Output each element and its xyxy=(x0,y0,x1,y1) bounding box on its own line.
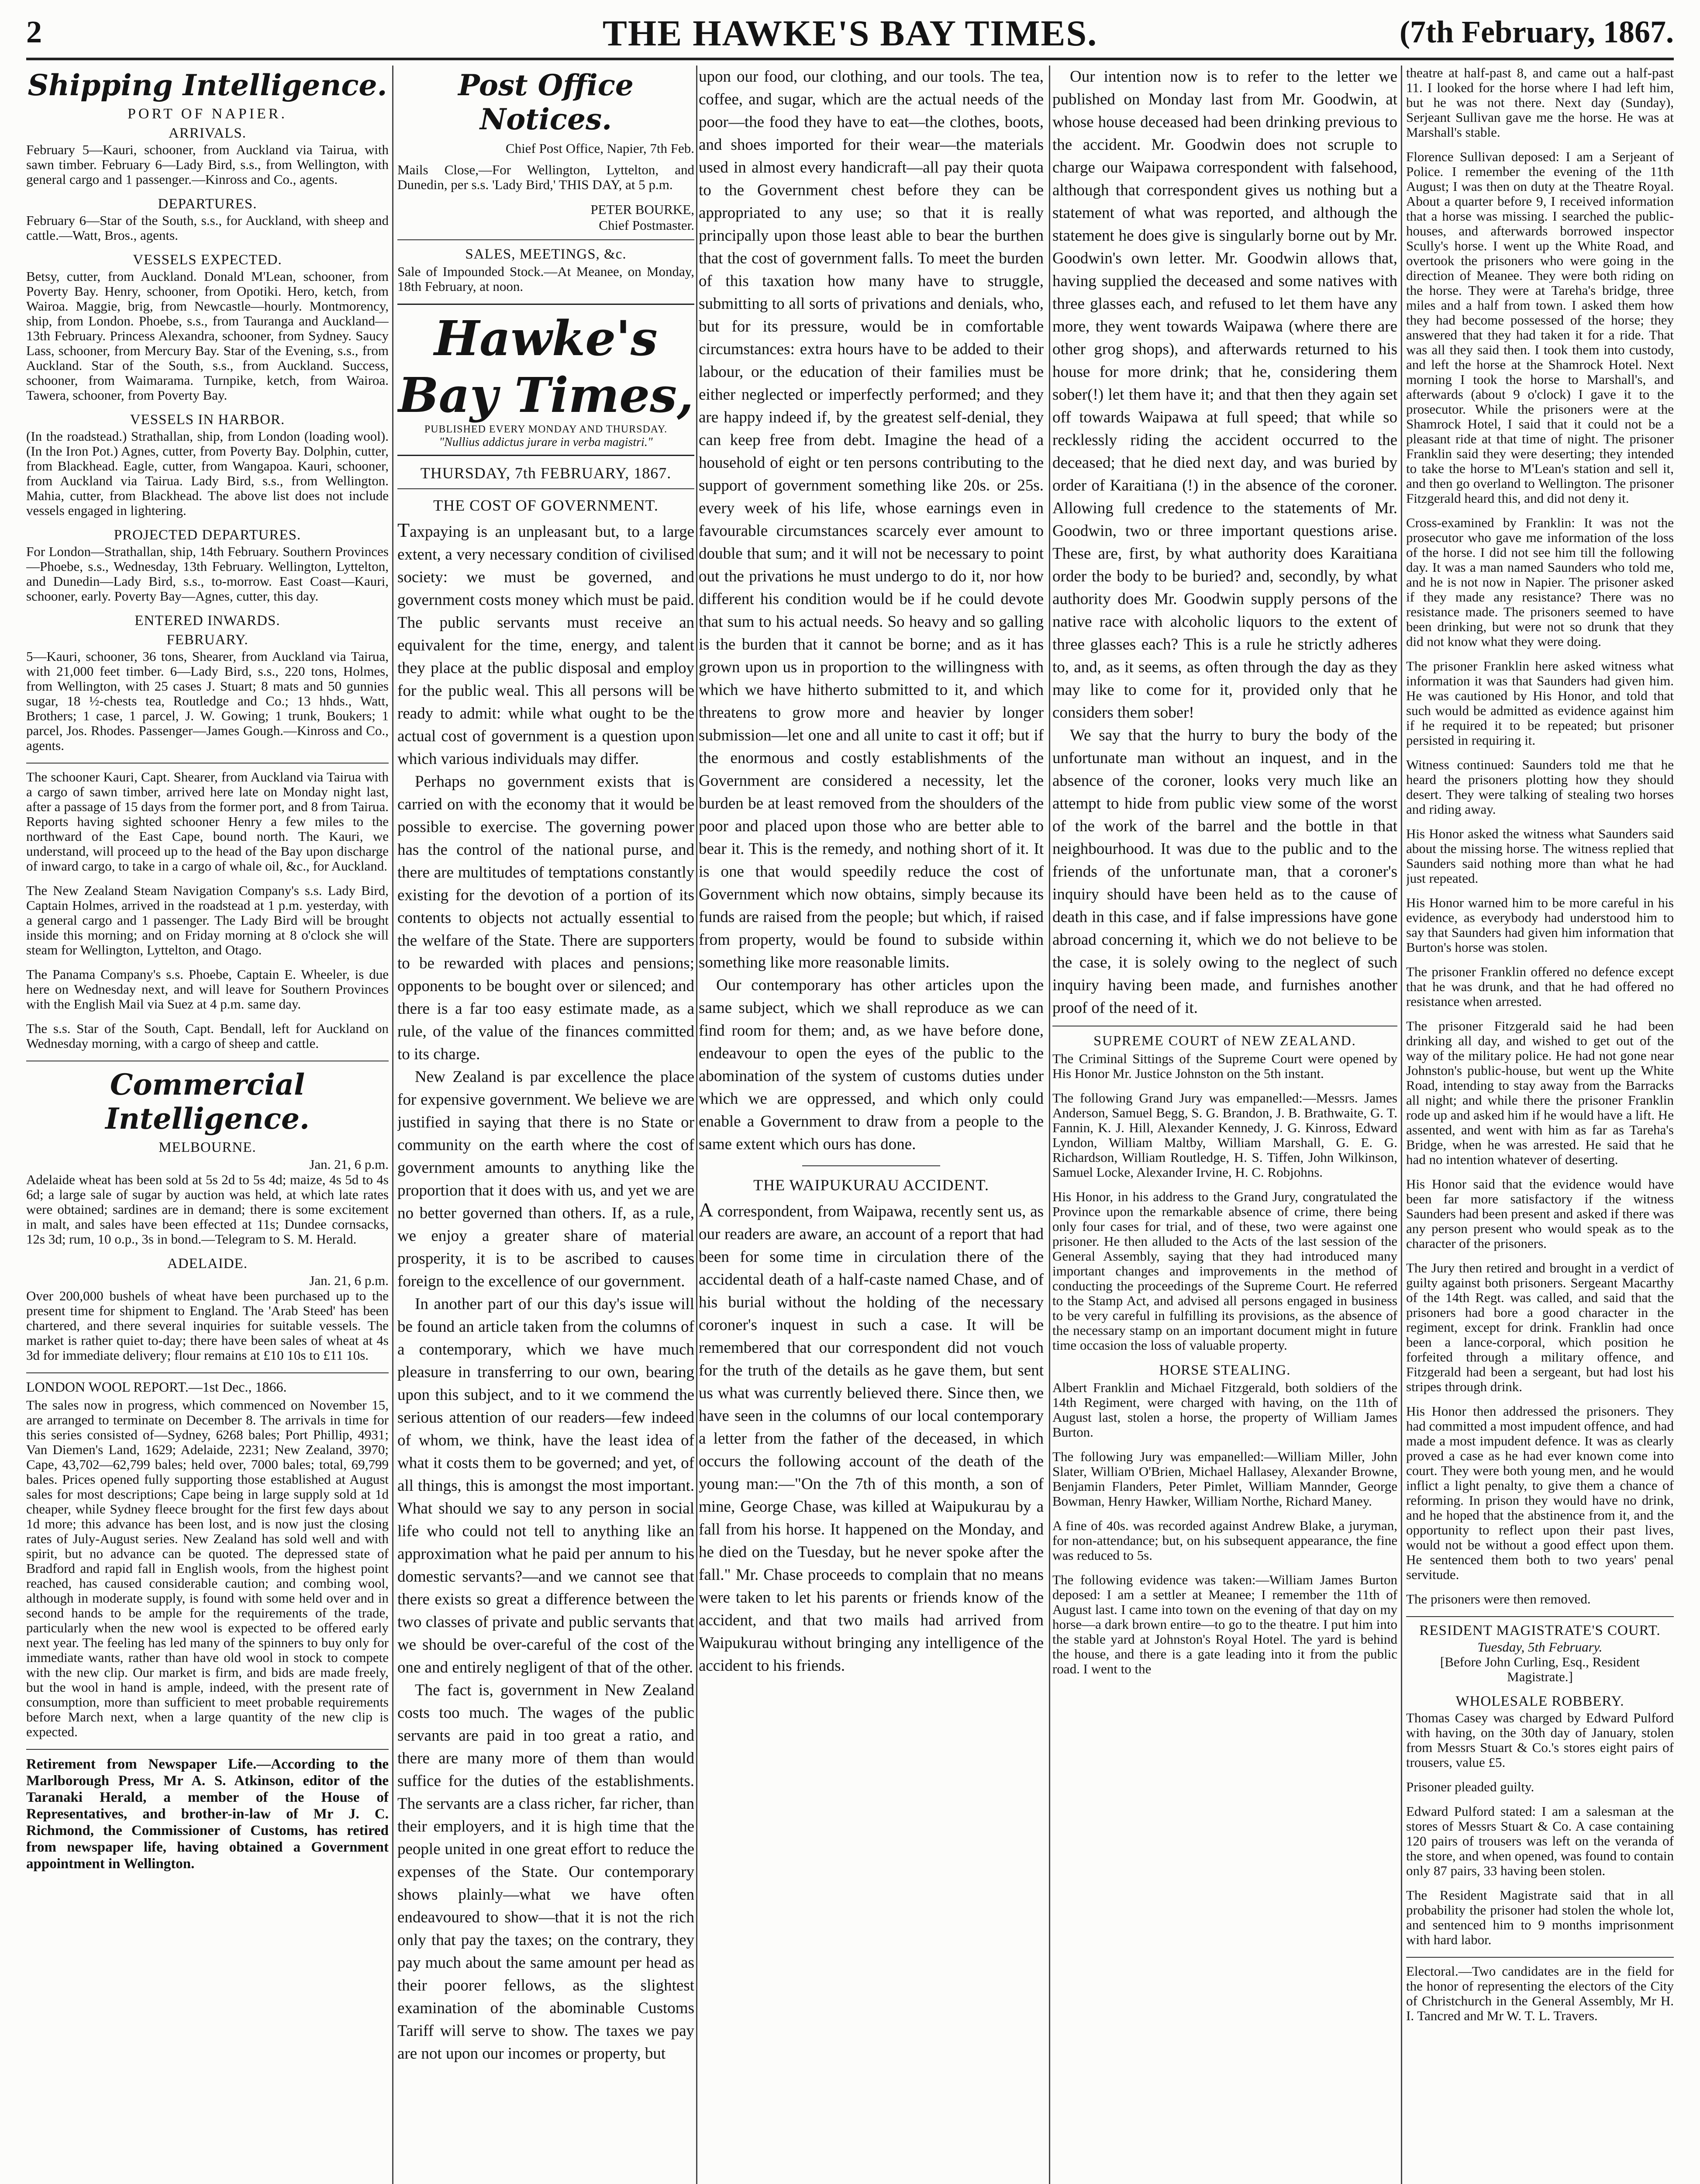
article-paragraph: Our contemporary has other articles upon the same subject, which we shall reproduce as we can find room for them; and, as we have before done, endeavour to open the eyes of the public to the abomination of the system of customs duties under which we are oppressed, and which only could enable a Government to draw from a people to the same extent which ours has done. xyxy=(699,976,1044,1153)
court-paragraph: Witness continued: Saunders told me that he heard the prisoners plotting how they should desert. They were talking of stealing two horses and riding away. xyxy=(1406,757,1674,817)
electoral-notice: Electoral.—Two candidates are in the field for the honor of representing the electors of the City of Christchurch in the General Assembly, Mr H. I. Tancred and Mr W. T. L. Travers. xyxy=(1406,1963,1674,2023)
divider xyxy=(1406,1957,1674,1958)
article-paragraph: Perhaps no government exists that is carried on with the economy that it would be possible to exercise. The governing power has the control of the national purse, and there are multitudes of temptations constantly existing for the devotion of a portion of its contents to objects not actually essential to the welfare of the State. There are supporters to be rewarded with places and pensions; opponents to be bought over or silenced; and there is a far too easy estimate made, as a rule, of the value of the finances committed to its charge. xyxy=(397,773,694,1063)
divider xyxy=(802,1165,940,1166)
projected-text: For London—Strathallan, ship, 14th February. Southern Provinces—Phoebe, s.s., Wednesday, 13th February. Wellington, Lyttelton, and Dunedin—Lady Bird, s.s., to-morrow. East Coast—Kauri, schooner, early. Poverty Bay—Agnes, cutter, this day. xyxy=(26,544,389,604)
issue-date: (7th February, 1867. xyxy=(1400,14,1674,49)
adelaide-text: Over 200,000 bushels of wheat have been purchased up to the present time for shipment to England. The 'Arab Steed' has been chartered, and there several inquiries for suitable vessels. The market is rather quiet to-day; there have been sales of wheat at 4s 3d for immediate delivery; flour remains at £10 10s to £11 10s. xyxy=(26,1288,389,1363)
article-title: THE WAIPUKURAU ACCIDENT. xyxy=(753,1176,989,1194)
shipping-note: The schooner Kauri, Capt. Shearer, from Auckland via Tairua with a cargo of sawn timber, arrived here late on Monday night last, after a passage of 15 days from the former port, and 8 from Tairua. Reports having sighted schooner Henry a few miles to the northward of the East Cape, bound north. The Kauri, we understand, will proceed up to the head of the Bay upon discharge of inward cargo, to take in a cargo of whale oil, &c., for Auckland. xyxy=(26,769,389,874)
rm-paragraph: The Resident Magistrate said that in all probability the prisoner had stolen the whole lot, and sentenced him to 9 months imprisonment with hard labor. xyxy=(1406,1887,1674,1947)
post-office-heading: Post Office Notices. xyxy=(458,68,634,136)
masthead-motto: "Nullius addictus jurare in verba magistri." xyxy=(439,435,653,449)
divider xyxy=(26,763,389,764)
rm-paragraph: Edward Pulford stated: I am a salesman at the stores of Messrs Stuart & Co. A case containing 120 pairs of trousers was left on the veranda of the store, and when opened, was found to contain only 87 pairs, 33 having been stolen. xyxy=(1406,1804,1674,1878)
rm-paragraph: Prisoner pleaded guilty. xyxy=(1406,1779,1534,1794)
melbourne-text: Adelaide wheat has been sold at 5s 2d to 5s 4d; maize, 4s 5d to 4s 6d; a large sale of sugar by auction was held, at which late rates were obtained; sardines are in demand; there is some excitement in malt, and sales have been effected at 11s; Dundee cornsacks, 12s 3d; rum, 10 o.p., 3s in bond.—Telegram to S. M. Herald. xyxy=(26,1172,389,1247)
shipping-note: The Panama Company's s.s. Phoebe, Captain E. Wheeler, is due here on Wednesday next, and will leave for Southern Provinces with the English Mail via Suez at 4 p.m. same day. xyxy=(26,967,389,1012)
court-paragraph: Florence Sullivan deposed: I am a Serjeant of Police. I remember the evening of the 11th August; I was then on duty at the Theatre Royal. About a quarter before 9, I received information that a horse was missing. I searched the public-houses, and afterwards borrowed inspector Scully's horse. I went up the White Road, and overtook the prisoners who were going in the direction of Meanee. They were both riding on the horse. They were at Tareha's bridge, three miles and a half from town. I asked them how they had become possessed of the horse; they answered that they had taken it for a ride. That was all they said then. I took them into custody, and left the horse at the Shamrock Hotel. Next morning I took the horse to Marshall's, and afterwards (about 9 o'clock) I gave it to the prosecutor. While the prisoners were at the Shamrock Hotel, I said that it could not be a pleasant ride at that time of night. The prisoner Franklin said they were deserting; they intended to take the horse to M'Lean's station and sell it, and then go overland to Wellington. The prisoner Fitzgerald heard this, and did not deny it. xyxy=(1406,149,1674,506)
shipping-note: The New Zealand Steam Navigation Company's s.s. Lady Bird, Captain Holmes, arrived in the roadstead at 1 p.m. yesterday, with a general cargo and 1 passenger. The Lady Bird will be brought inside this morning; and on Friday morning at 8 o'clock she will steam for Wellington, Lyttelton, and Otago. xyxy=(26,883,389,957)
retirement-notice: Retirement from Newspaper Life.—According to the Marlborough Press, Mr A. S. Atkinson, editor of the Taranaki Herald, a member of the House of Representatives, and brother-in-law of Mr J. C. Richmond, the Commissioner of Customs, has retired from newspaper life, having obtained a Government appointment in Wellington. xyxy=(26,1756,389,1872)
masthead-title: Hawke's Bay Times, xyxy=(398,310,694,423)
horse-stealing-heading: HORSE STEALING. xyxy=(1159,1362,1291,1378)
newspaper-title: THE HAWKE'S BAY TIMES. xyxy=(602,13,1098,54)
harbor-text: (In the roadstead.) Strathallan, ship, from London (loading wool). (In the Iron Pot.) Agnes, cutter, from Poverty Bay. Dolphin, cutter, from Blackhead. Eagle, cutter, from Wangapoa. Kauri, schooner, from Auckland via Tairua. Lady Bird, s.s., from Wellington. Mahia, cutter, from Blackhead. The above list does not include vessels engaged in lightering. xyxy=(26,429,389,518)
wool-text: The sales now in progress, which commenced on November 15, are arranged to terminate on December 8. The arrivals in time for this series consisted of—Sydney, 6268 bales; Port Phillip, 4931; Van Diemen's Land, 1629; Adelaide, 2231; New Zealand, 3970; Cape, 43,702—62,799 bales; held over, 7000 bales; total, 69,799 bales. Prices opened fully supporting those established at August sales for most descriptions; Cape being in large supply sold at 1d cheaper, while Sydney fleece brought for the first few days about 1d more; this advance has been lost, and is now just the closing rates of July-August series. New Zealand has sold well and with spirit, but no advance can be quoted. The depressed state of Bradford and rapid fall in English wools, from the highest point reached, has caused considerable caution; and combing wool, although in moderate supply, is found with some held over and in second hands to be ample for the requirements of the trade, particularly when the new wool is expected to be offered early next year. The feeling has led many of the spinners to buy only for immediate wants, rather than have old wool in stock to compete with the new clip. Our market is firm, and bids are made freely, but the wool in hand is ample, indeed, with the present rate of consumption, more than sufficient to meet probable requirements before March next, when a large quantity of the new clip is expected. xyxy=(26,1397,389,1739)
rm-court-before: [Before John Curling, Esq., Resident Magistrate.] xyxy=(1440,1654,1640,1684)
column-rule xyxy=(1049,66,1050,2184)
article-paragraph: upon our food, our clothing, and our tools. The tea, coffee, and sugar, which are the actual needs of the poor—the food they have to eat—the clothes, boots, and shoes imported for their wear—the materials used in almost every handicraft—all pay their quota to the Government chest before they can be appropriated to any use; so that it is really principally upon those least able to bear the burthen that the cost of government falls. To meet the burden of this taxation how many have to struggle, submitting to all sorts of privations and denials, who, but for its pressure, would be in comfortable circumstances: extra hours have to be added to their labour, or the education of their families must be either neglected or imperfectly performed; and they are happy indeed if, by the greatest self-denial, they can keep free from debt. Imagine the head of a household of eight or ten persons contributing to the support of government something like 20s. or 25s. every week of his life, whose earnings even in favourable circumstances scarcely ever amount to double that sum; and it will not be necessary to point out the privations he must undergo to do it, nor how different his condition would be if he could devote that sum to his actual needs. So heavy and so galling is the burden that it cannot be borne; and as it has grown upon us in proportion to the willingness with which we have hitherto submitted to it, and which threatens to grow more and heavier by longer submission—let one and all unite to cast it off; but if the enormous and costly establishments of the Government are considered a necessity, let the burden be at least removed from the shoulders of the poor and placed upon those who are better able to bear it. This is the remedy, and nothing short of it. It is one that would speedily reduce the cost of Government which now obtains, simply because its funds are raised from the people; but which, if raised from property, would be found to subside within something like more reasonable limits. xyxy=(699,68,1044,971)
postmaster-name: PETER BOURKE, xyxy=(590,202,694,217)
page-number: 2 xyxy=(26,14,42,49)
court-paragraph: The Criminal Sittings of the Supreme Court were opened by His Honor Mr. Justice Johnston on the 5th instant. xyxy=(1052,1051,1397,1081)
inwards-subheading: FEBRUARY. xyxy=(166,632,248,648)
shipping-heading: Shipping Intelligence. xyxy=(28,68,387,102)
court-paragraph: His Honor asked the witness what Saunders said about the missing horse. The witness replied that Saunders said nothing more than what he had just repeated. xyxy=(1406,826,1674,886)
rm-paragraph: Thomas Casey was charged by Edward Pulford with having, on the 30th day of January, stolen from Messrs Stuart & Co.'s stores eight pairs of trousers, value £5. xyxy=(1406,1710,1674,1770)
article-title: THE COST OF GOVERNMENT. xyxy=(433,497,659,514)
commercial-heading: Commercial Intelligence. xyxy=(105,1068,310,1136)
expected-heading: VESSELS EXPECTED. xyxy=(133,252,282,268)
article-paragraph: A correspondent, from Waipawa, recently sent us, as our readers are aware, an account of a report that had been for some time in circulation there of the accidental death of a half-caste named Chase, and of his burial without the holding of the necessary coroner's inquest in such a case. It will be remembered that our correspondent did not vouch for the truth of the details as he gave them, but sent us what was currently believed there. Since then, we have seen in the columns of our local contemporary a letter from the father of the deceased, in which occurs the following account of the death of the young man:—"On the 7th of this month, a son of mine, George Chase, was killed at Waipukurau by a fall from his horse. It happened on the Monday, and he died on the Tuesday, but he never spoke after the fall." Mr. Chase proceeds to complain that no means were taken to let his parents or friends know of the accident, and that two mails had arrived from Waipukurau without bringing any intelligence of the accident to his friends. xyxy=(699,1199,1044,1675)
court-paragraph: His Honor, in his address to the Grand Jury, congratulated the Province upon the remarkable absence of crime, there being only four cases for trial, and of these, two were against one prisoner. He then alluded to the Acts of the last session of the General Assembly, saying that they had introduced many important changes and improvements in the method of conducting the proceedings of the Supreme Court. He referred to the Stamp Act, and advised all persons engaged in business to be very careful in fulfilling its provisions, as the absence of the necessary stamp on an important document might in future time occasion the loss of valuable property. xyxy=(1052,1189,1397,1353)
column-3 xyxy=(699,66,1044,2184)
arrivals-heading: ARRIVALS. xyxy=(168,125,246,141)
column-5 xyxy=(1406,66,1674,2184)
court-paragraph: A fine of 40s. was recorded against Andrew Blake, a juryman, for non-attendance; but, on his subsequent appearance, the fine was reduced to 5s. xyxy=(1052,1518,1397,1563)
divider xyxy=(397,488,694,489)
article-paragraph: The fact is, government in New Zealand costs too much. The wages of the public servants are paid in too great a ratio, and there are many more of them than would suffice for the duties of the establishments. The servants are a class richer, far richer, than their employers, and it is high time that the people united in one great effort to reduce the expenses of the State. Our contemporary shows plainly—what we have often endeavoured to show—that it is not the rich only that pay the taxes; on the contrary, they pay much about the same amount per head as their poorer fellows, as the slightest examination of the abominable Customs Tariff will serve to show. The taxes we pay are not upon our incomes or property, but xyxy=(397,1681,694,2063)
melbourne-date: Jan. 21, 6 p.m. xyxy=(309,1157,389,1172)
column-4 xyxy=(1052,66,1397,2184)
rm-court-heading: RESIDENT MAGISTRATE'S COURT. xyxy=(1419,1623,1661,1638)
divider xyxy=(1406,1616,1674,1617)
wool-heading: LONDON WOOL REPORT.—1st Dec., 1866. xyxy=(26,1379,287,1395)
article-paragraph: Our intention now is to refer to the letter we published on Monday last from Mr. Goodwin, at whose house deceased had been drinking previous to the accident. Mr. Goodwin does not scruple to charge our Waipawa correspondent with falsehood, although that correspondent gives us nothing but a statement of what was reported, and although the statement he does give is singularly borne out by Mr. Goodwin's own letter. Mr. Goodwin allows that, having supplied the deceased and some natives with three glasses each, and refused to let them have any more, they went towards Waipawa (where there are other grog shops), and afterwards returned to his house for more drink; that he, considering them sober(!) let them have it; and that then they again set off towards Waipawa at full speed; that while so recklessly riding the accident occurred to the deceased; that he died next day, and was buried by order of Karaitiana (!) in the absence of the coroner. Allowing full credence to the statements of Mr. Goodwin, two or three important questions arise. These are, first, by what authority does Karaitiana order the body to be buried? and, secondly, by what authority does Mr. Goodwin supply persons of the native race with alcoholic liquors to the extent of three glasses each? This is a rule he strictly adheres to, and, as it seems, as often through the day as they may like to come for it, provided only that he considers them sober! xyxy=(1052,68,1397,722)
column-rule xyxy=(392,66,393,2184)
sales-heading: SALES, MEETINGS, &c. xyxy=(465,246,627,262)
post-office-location: Chief Post Office, Napier, 7th Feb. xyxy=(505,141,694,156)
robbery-heading: WHOLESALE ROBBERY. xyxy=(1455,1693,1624,1709)
projected-heading: PROJECTED DEPARTURES. xyxy=(114,527,301,543)
dateline: THURSDAY, 7th FEBRUARY, 1867. xyxy=(420,464,672,482)
masthead xyxy=(397,304,694,456)
rm-court-date: Tuesday, 5th February. xyxy=(1477,1639,1603,1655)
inwards-heading: ENTERED INWARDS. xyxy=(134,613,280,629)
page-header xyxy=(26,10,1674,53)
harbor-heading: VESSELS IN HARBOR. xyxy=(130,412,285,428)
departures-heading: DEPARTURES. xyxy=(158,196,257,212)
column-2 xyxy=(397,66,694,2184)
article-paragraph: New Zealand is par excellence the place for expensive government. We believe we are justified in saying that there is no State or community on the earth where the cost of government amounts to anything like the proportion that it does with us, and yet we are no better governed than others. If, as a rule, we enjoy a greater share of material prosperity, it is to be ascribed to causes foreign to the excellence of our government. xyxy=(397,1068,694,1290)
court-heading: SUPREME COURT of NEW ZEALAND. xyxy=(1093,1033,1356,1048)
court-paragraph: Cross-examined by Franklin: It was not the prosecutor who gave me information of the loss of the horse. I did not see him till the following day. It was a man named Saunders who told me, and he is not now in Napier. The prisoner asked if they made any resistance? There was no resistance made. The prisoners seemed to have been drinking, but were not so drunk that they did not know what they were doing. xyxy=(1406,515,1674,649)
court-paragraph: The prisoner Franklin offered no defence except that he was drunk, and that he had offered no resistance when arrested. xyxy=(1406,964,1674,1009)
adelaide-date: Jan. 21, 6 p.m. xyxy=(309,1273,389,1288)
divider xyxy=(26,1372,389,1373)
court-paragraph: The prisoner Franklin here asked witness what information it was that Saunders had given him. He was cautioned by His Honor, and told that such would be admitted as evidence against him if he required it to be repeated; but prisoner persisted in requiring it. xyxy=(1406,658,1674,748)
court-paragraph: The following Jury was empanelled:—William Miller, John Slater, William O'Brien, Michael Hallasey, Alexander Browne, Benjamin Flanders, Peter Pimlet, William Mannder, George Bowman, Henry Hawker, William Northe, Richard Maney. xyxy=(1052,1449,1397,1509)
expected-text: Betsy, cutter, from Auckland. Donald M'Lean, schooner, from Poverty Bay. Henry, schooner, from Opotiki. Hero, ketch, from Wairoa. Maggie, brig, from Newcastle—hourly. Montmorency, ship, from London. Phoebe, s.s., from Tauranga and Auckland—13th February. Princess Alexandra, schooner, from Sydney. Saucy Lass, schooner, from Mercury Bay. Star of the Evening, s.s., from Auckland. Star of the South, s.s., from Auckland. Success, schooner, from Waimarama. Turnpike, ketch, from Wairoa. Tawera, schooner, from Poverty Bay. xyxy=(26,269,389,403)
header-rule xyxy=(26,58,1674,60)
court-paragraph: The following evidence was taken:—William James Burton deposed: I am a settler at Meanee; I remember the 11th of August last. I came into town on the evening of that day on my horse—a dark brown entire—to go to the theatre. I put him into the stable yard at Johnston's Royal Hotel. The yard is behind the house, and there is a gate leading into it from the public road. I went to the xyxy=(1052,1572,1397,1676)
column-rule xyxy=(1401,66,1402,2184)
article-paragraph: In another part of our this day's issue will be found an article taken from the columns of a contemporary, which we have much pleasure in transferring to our own, bearing upon this subject, and to it we commend the serious attention of our readers—few indeed of whom, we think, have the least idea of what it costs them to be governed; and yet, of all things, this is amongst the most important. What should we say to any person in social life who could not tell to anything like an approximation what he paid per annum to his domestic servants?—and we cannot see that there exists so great a difference between the two classes of private and public servants that we should be over-careful of the cost of the one and entirely negligent of that of the other. xyxy=(397,1295,694,1676)
adelaide-heading: ADELAIDE. xyxy=(167,1256,248,1272)
column-rule xyxy=(696,66,697,2184)
court-paragraph: Albert Franklin and Michael Fitzgerald, both soldiers of the 14th Regiment, were charged with having, on the 11th of August last, stolen a horse, the property of William James Burton. xyxy=(1052,1380,1397,1440)
court-paragraph: His Honor then addressed the prisoners. They had committed a most impudent offence, and had made a most impudent defence. It was as clearly proved a case as he had ever known come into court. They were both young men, and he would inflict a light penalty, to give them a chance of reforming. In prison they would have no drink, and he hoped that the abstinence from it, and the opportunity to reflect upon their past lives, would not be without a good effect upon them. He sentenced them both to two years' penal servitude. xyxy=(1406,1403,1674,1582)
court-paragraph: The prisoner Fitzgerald said he had been drinking all day, and wished to get out of the way of the military police. He had not gone near Johnston's public-house, but went up the White Road, intending to stay away from the Barracks all night; and while there the prisoner Franklin rode up and asked him if he would have a lift. He assented, and went with him as far as Tareha's Bridge, when he was arrested. He said that he had no intention whatever of deserting. xyxy=(1406,1018,1674,1167)
mails-notice: Mails Close,—For Wellington, Lyttelton, and Dunedin, per s.s. 'Lady Bird,' THIS DAY, at 5 p.m. xyxy=(397,162,694,192)
article-paragraph: Taxpaying is an unpleasant but, to a large extent, a very necessary condition of civilised society: we must be governed, and government costs money which must be paid. The public servants must receive an equivalent for the time, energy, and talent they place at the public disposal and employ for the public weal. This all persons will be ready to admit: while what ought to be the actual cost of government is a question upon which various individuals may differ. xyxy=(397,519,694,768)
court-paragraph: The following Grand Jury was empanelled:—Messrs. James Anderson, Samuel Begg, S. G. Brandon, J. B. Brathwaite, G. T. Fannin, K. J. Hill, Alexander Kennedy, J. G. Kinross, Edward Lyndon, William Maltby, William Marshall, G. E. G. Richardson, William Routledge, H. S. Tiffen, John Wilkinson, Samuel Locke, Alexander Irvine, H. C. Robjohns. xyxy=(1052,1090,1397,1180)
masthead-subtitle: PUBLISHED EVERY MONDAY AND THURSDAY. xyxy=(424,424,668,435)
divider xyxy=(26,1749,389,1750)
column-1 xyxy=(26,66,389,2184)
inwards-text: 5—Kauri, schooner, 36 tons, Shearer, from Auckland via Tairua, with 21,000 feet timber. 6—Lady Bird, s.s., 220 tons, Holmes, from Wellington, with 25 cases J. Stuart; 8 mats and 50 gunnies sugar, 18 ½-chests tea, Routledge and Co.; 13 hhds., Watt, Brothers; 1 case, 1 parcel, J. W. Gowing; 1 trunk, Boukers; 1 parcel, Jos. Rhodes. Passenger—James Gough.—Kinross and Co., agents. xyxy=(26,649,389,753)
court-paragraph: His Honor warned him to be more careful in his evidence, as everybody had understood him to say that Saunders had given him information that Burton's horse was stolen. xyxy=(1406,895,1674,955)
court-paragraph: His Honor said that the evidence would have been far more satisfactory if the witness Saunders had been present and asked if there was any person present who would speak as to the character of the prisoners. xyxy=(1406,1176,1674,1251)
divider xyxy=(397,239,694,240)
port-heading: PORT OF NAPIER. xyxy=(127,106,287,122)
sales-text: Sale of Impounded Stock.—At Meanee, on Monday, 18th February, at noon. xyxy=(397,264,694,294)
court-paragraph: The Jury then retired and brought in a verdict of guilty against both prisoners. Sergeant Macarthy of the 14th Regt. was called, and said that the prisoners had bore a good character in the regiment, except for drink. Franklin had once been a lance-corporal, which position he forfeited through a military offence, and Fitzgerald had been a sergeant, but had lost his stripes through drink. xyxy=(1406,1260,1674,1394)
departures-text: February 6—Star of the South, s.s., for Auckland, with sheep and cattle.—Watt, Bros., agents. xyxy=(26,213,389,243)
postmaster-title: Chief Postmaster. xyxy=(599,218,694,233)
court-paragraph: theatre at half-past 8, and came out a half-past 11. I looked for the horse where I had left him, but he was not there. Next day (Sunday), Serjeant Sullivan gave me the horse. He was at Marshall's stable. xyxy=(1406,66,1674,140)
court-paragraph: The prisoners were then removed. xyxy=(1406,1591,1591,1607)
arrivals-text: February 5—Kauri, schooner, from Auckland via Tairua, with sawn timber. February 6—Lady Bird, s.s., from Wellington, with general cargo and 1 passenger.—Kinross and Co., agents. xyxy=(26,142,389,187)
article-paragraph: We say that the hurry to bury the body of the unfortunate man without an inquest, and in the absence of the coroner, looks very much like an attempt to hide from public view some of the worst of the work of the barrel and the bottle in that neighbourhood. It was due to the public and to the friends of the unfortunate man, that a coroner's inquiry should have been held as to the cause of death in this case, and if false impressions have gone abroad concerning it, which we do not believe to be the case, it is solely owing to the neglect of such inquiry having been made, and furnishes another proof of the need of it. xyxy=(1052,726,1397,1017)
shipping-note: The s.s. Star of the South, Capt. Bendall, left for Auckland on Wednesday morning, with a cargo of sheep and cattle. xyxy=(26,1021,389,1051)
melbourne-heading: MELBOURNE. xyxy=(159,1140,256,1155)
